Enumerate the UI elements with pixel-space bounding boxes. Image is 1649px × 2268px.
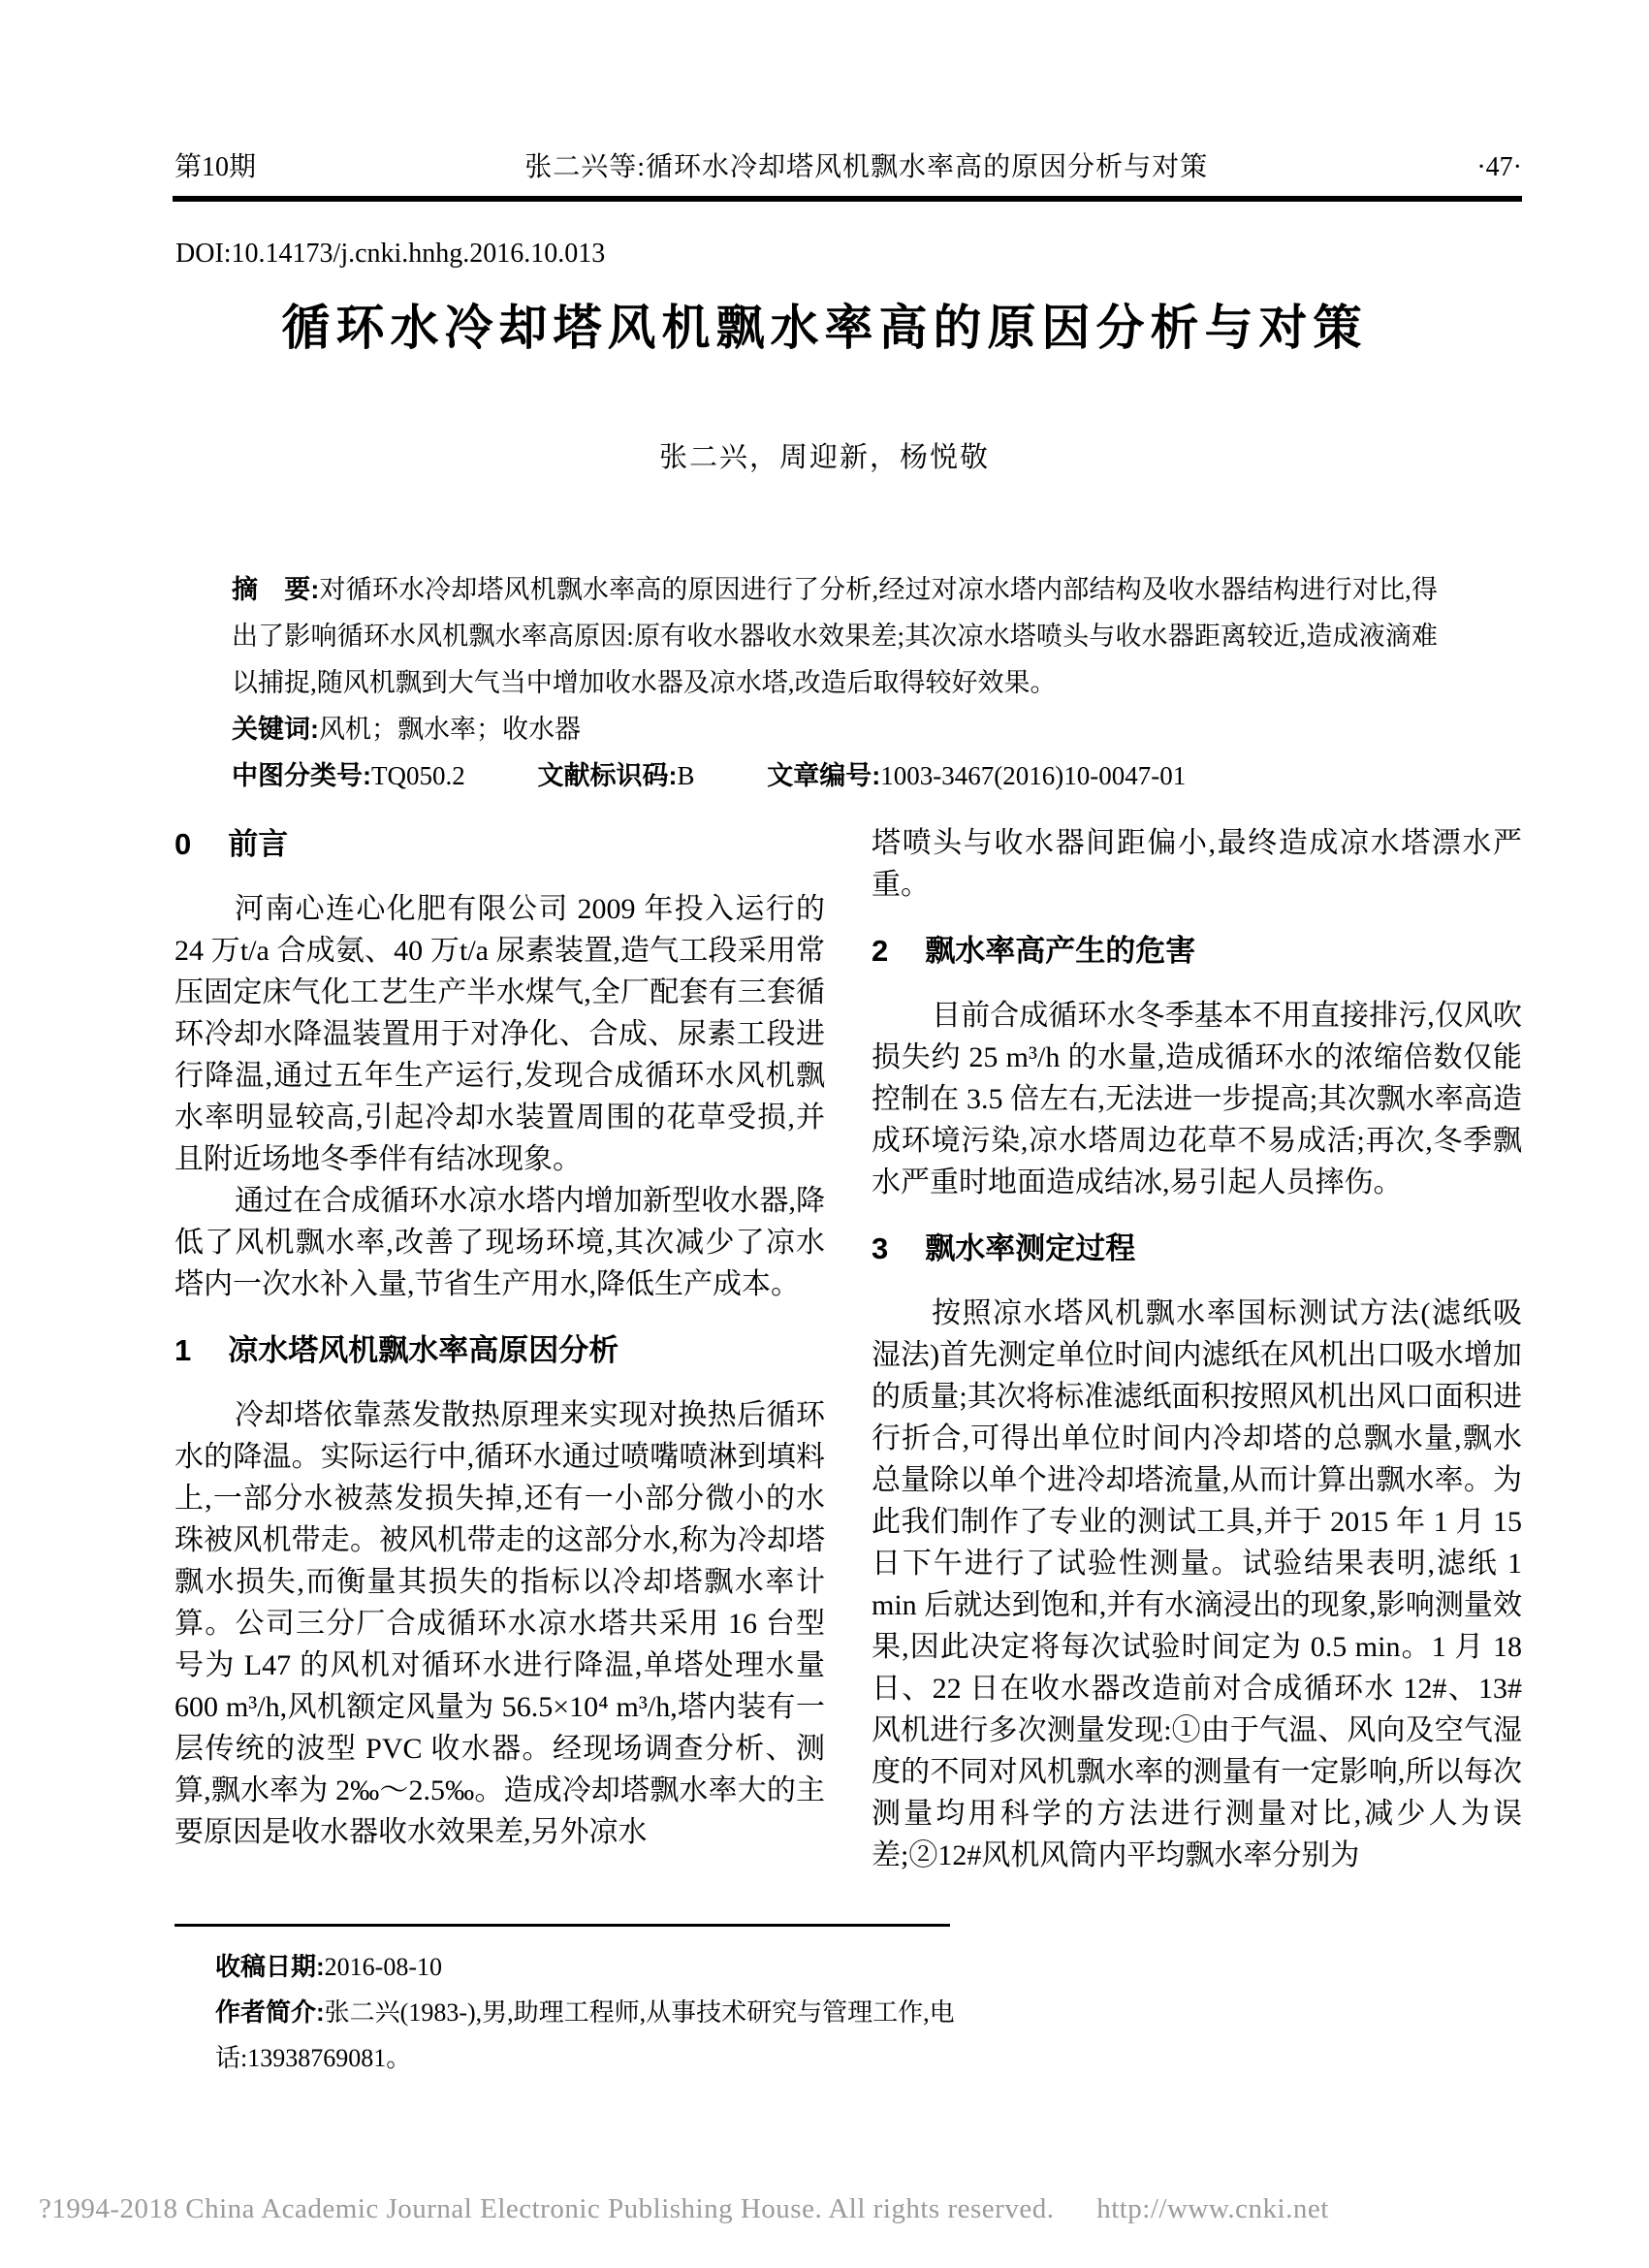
doi-line: DOI:10.14173/j.cnki.hnhg.2016.10.013 — [175, 239, 606, 269]
right-column — [872, 822, 1522, 1876]
section-title: 前言 — [228, 827, 289, 861]
paragraph-continuation: 塔喷头与收水器间距偏小,最终造成凉水塔漂水严重。 — [872, 827, 1522, 901]
header-divider — [173, 196, 1522, 202]
section-heading-0 — [174, 824, 825, 865]
watermark — [39, 2193, 1329, 2225]
document-code-label: 文献标识码: — [537, 761, 678, 790]
article-id — [767, 761, 1186, 790]
section-title: 飘水率高产生的危害 — [925, 934, 1196, 968]
section-number: 3 — [872, 1231, 889, 1265]
running-title: 张二兴等:循环水冷却塔风机飘水率高的原因分析与对策 — [524, 152, 1209, 182]
page-header — [174, 145, 1522, 184]
clc-label: 中图分类号: — [232, 761, 371, 790]
keywords-label: 关键词: — [232, 715, 319, 744]
left-column — [174, 822, 825, 1876]
section-heading-2 — [872, 931, 1522, 972]
paragraph: 河南心连心化肥有限公司 2009 年投入运行的 24 万t/a 合成氨、40 万t/a 尿素装置,造气工段采用常压固定床气化工艺生产半水煤气,全厂配套有三套循环冷却水降温装置用于对净化、合成、尿素工段进行降温,通过五年生产运行,发现合成循环水风机飘水率明显较高,引起冷却水装置周围的花草受损,并且附近场地冬季伴有结冰现象。 — [174, 893, 825, 1175]
paragraph: 按照凉水塔风机飘水率国标测试方法(滤纸吸湿法)首先测定单位时间内滤纸在风机出口吸水增加的质量;其次将标准滤纸面积按照风机出风口面积进行折合,可得出单位时间内冷却塔的总飘水量,飘水总量除以单个进冷却塔流量,从而计算出飘水率。为此我们制作了专业的测试工具,并于 2015 年 1 月 15 日下午进行了试验性测量。试验结果表明,滤纸 1 min 后就达到饱和,并有水滴浸出的现象,影响测量效果,因此决定将每次试验时间定为 0.5 min。1 月 18 日、22 日在收水器改造前对合成循环水 12#、13#风机进行多次测量发现:①由于气温、风向及空气湿度的不同对风机飘水率的测量有一定影响,所以每次测量均用科学的方法进行测量对比,减少人为误差;②12#风机风筒内平均飘水率分别为 — [872, 1297, 1522, 1871]
clc-number — [232, 761, 465, 790]
abstract — [232, 566, 1438, 706]
article-id-label: 文章编号: — [767, 761, 881, 790]
front-matter — [232, 566, 1438, 799]
received-date-label: 收稿日期: — [215, 1952, 325, 1981]
keywords-text: 风机；飘水率；收水器 — [319, 715, 581, 744]
journal-issue: 第10期 — [174, 152, 257, 182]
author-bio-line — [215, 1990, 1066, 2081]
clc-value: TQ050.2 — [371, 761, 465, 790]
section-title: 凉水塔风机飘水率高原因分析 — [228, 1333, 619, 1367]
keywords-line — [232, 706, 1438, 752]
paragraph: 目前合成循环水冬季基本不用直接排污,仅风吹损失约 25 m³/h 的水量,造成循环水的浓缩倍数仅能控制在 3.5 倍左右,无法进一步提高;其次飘水率高造成环境污染,凉水塔周边花草不易成活;再次,冬季飘水严重时地面造成结冰,易引起人员摔伤。 — [872, 1000, 1522, 1198]
paper-title: 循环水冷却塔风机飘水率高的原因分析与对策 — [281, 301, 1368, 355]
section-number: 1 — [174, 1333, 192, 1367]
section-number: 2 — [872, 934, 889, 968]
page-number: ·47· — [1476, 152, 1522, 182]
article-id-value: 1003-3467(2016)10-0047-01 — [880, 761, 1187, 790]
section-heading-3 — [872, 1229, 1522, 1269]
section-number: 0 — [174, 827, 192, 861]
document-code — [538, 761, 695, 790]
received-date-line — [215, 1944, 1066, 1990]
paragraph: 通过在合成循环水凉水塔内增加新型收水器,降低了风机飘水率,改善了现场环境,其次减少了凉水塔内一次水补入量,节省生产用水,降低生产成本。 — [174, 1185, 825, 1300]
abstract-text: 对循环水冷却塔风机飘水率高的原因进行了分析,经过对凉水塔内部结构及收水器结构进行对比,得出了影响循环水风机飘水率高原因:原有收水器收水效果差;其次凉水塔喷头与收水器距离较近,造成液滴难以捕捉,随风机飘到大气当中增加收水器及凉水塔,改造后取得较好效果。 — [232, 575, 1438, 697]
section-heading-1 — [174, 1330, 825, 1371]
footnote — [174, 1924, 1066, 2081]
footnote-divider — [174, 1924, 950, 1927]
author-bio-value: 张二兴(1983-),男,助理工程师,从事技术研究与管理工作,电话:13938769081。 — [215, 1998, 955, 2072]
body-columns — [174, 822, 1522, 1876]
cnki-url: http://www.cnki.net — [1096, 2193, 1329, 2224]
author-bio-label: 作者简介: — [215, 1997, 325, 2027]
authors-line: 张二兴，周迎新，杨悦敬 — [658, 442, 990, 473]
section-title: 飘水率测定过程 — [925, 1231, 1136, 1265]
copyright-text: ?1994-2018 China Academic Journal Electronic Publishing House. All rights reserved. — [39, 2193, 1055, 2224]
abstract-label: 摘 要: — [232, 575, 320, 604]
paragraph: 冷却塔依靠蒸发散热原理来实现对换热后循环水的降温。实际运行中,循环水通过喷嘴喷淋到填料上,一部分水被蒸发损失掉,还有一小部分微小的水珠被风机带走。被风机带走的这部分水,称为冷却塔飘水损失,而衡量其损失的指标以冷却塔飘水率计算。公司三分厂合成循环水凉水塔共采用 16 台型号为 L47 的风机对循环水进行降温,单塔处理水量 600 m³/h,风机额定风量为 56.5×10⁴ m³/h,塔内装有一层传统的波型 PVC 收水器。经现场调查分析、测算,飘水率为 2‰～2.5‰。造成冷却塔飘水率大的主要原因是收水器收水效果差,另外凉水 — [174, 1399, 825, 1848]
document-code-value: B — [677, 761, 695, 790]
meta-line — [232, 752, 1438, 799]
received-date-value: 2016-08-10 — [324, 1953, 442, 1981]
